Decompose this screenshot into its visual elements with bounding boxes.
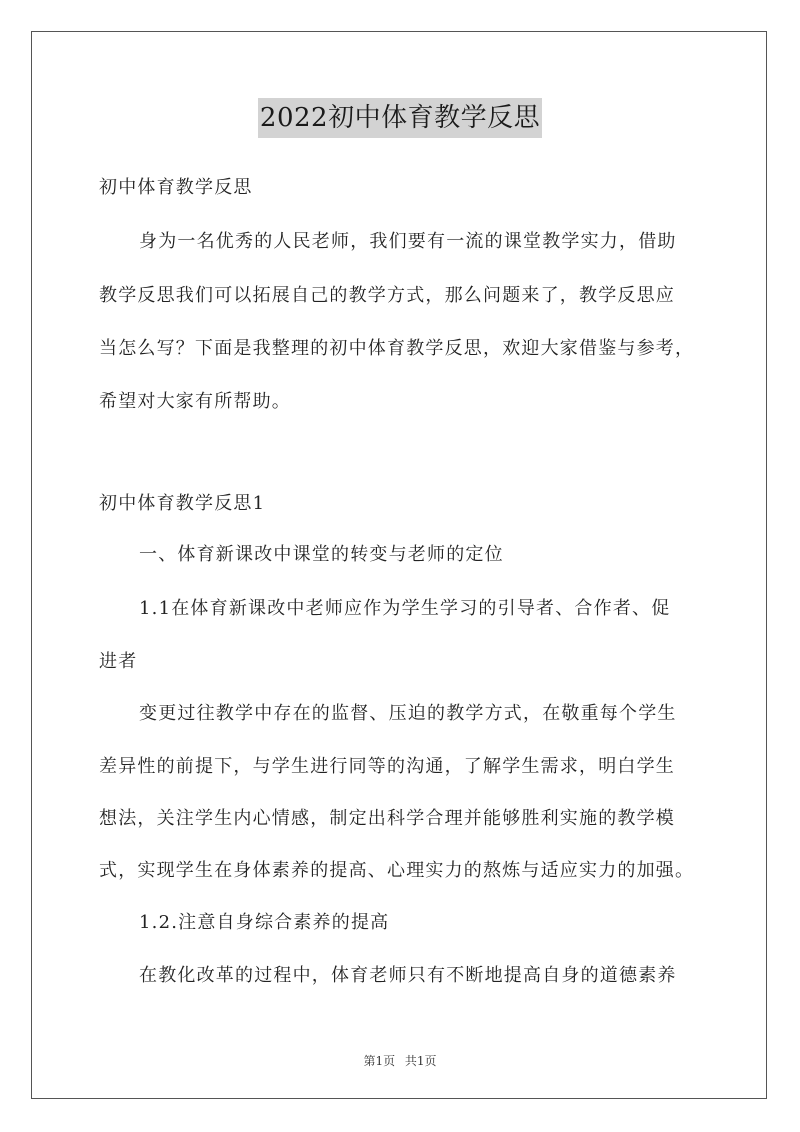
- intro-line: 教学反思我们可以拓展自己的教学方式，那么问题来了，教学反思应: [99, 285, 675, 306]
- title-container: [0, 98, 800, 138]
- intro-line: 希望对大家有所帮助。: [99, 391, 291, 412]
- paragraph-line: 变更过往教学中存在的监督、压迫的教学方式，在敬重每个学生: [139, 703, 677, 724]
- paragraph-line: 式，实现学生在身体素养的提高、心理实力的熬炼与适应实力的加强。: [99, 860, 695, 881]
- intro-line: 当怎么写？下面是我整理的初中体育教学反思，欢迎大家借鉴与参考，: [99, 338, 695, 359]
- page-total: 共1页: [404, 1054, 437, 1068]
- subpoint-line: 进者: [99, 651, 138, 672]
- subpoint-heading: 1.2.注意自身综合素养的提高: [139, 912, 390, 933]
- section-heading: 初中体育教学反思1: [99, 493, 266, 514]
- document-title: 2022初中体育教学反思: [258, 98, 542, 138]
- paragraph-line: 在教化改革的过程中，体育老师只有不断地提高自身的道德素养: [139, 965, 677, 986]
- paragraph-line: 差异性的前提下，与学生进行同等的沟通，了解学生需求，明白学生: [99, 756, 675, 777]
- point-heading: 一、体育新课改中课堂的转变与老师的定位: [139, 544, 504, 565]
- subpoint-line: 1.1在体育新课改中老师应作为学生学习的引导者、合作者、促: [139, 598, 671, 619]
- page-footer: [0, 1052, 800, 1069]
- paragraph-line: 想法，关注学生内心情感，制定出科学合理并能够胜利实施的教学模: [99, 808, 675, 829]
- document-subtitle: 初中体育教学反思: [99, 177, 253, 198]
- page-number: 第1页: [363, 1054, 396, 1068]
- intro-line: 身为一名优秀的人民老师，我们要有一流的课堂教学实力，借助: [139, 231, 677, 252]
